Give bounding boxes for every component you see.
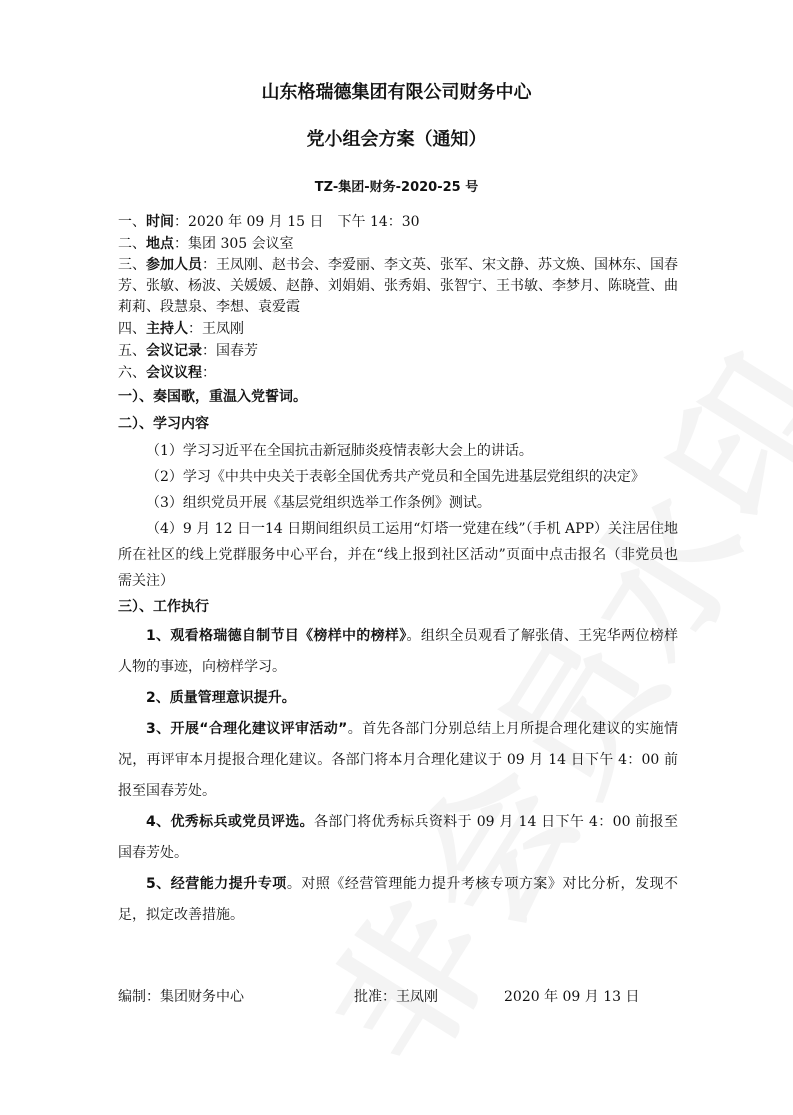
study-item-3: （3）组织党员开展《基层党组织选举工作条例》测试。 xyxy=(146,495,491,511)
task-item-2 xyxy=(118,683,678,714)
editor: 编制：集团财务中心 xyxy=(118,989,244,1005)
task-3-text: 。首先各部门分别总结上月所提合理化建议的实施情况，再评审本月提报合理化建议。各部门将本月合理化建议于 09 月 14 日下午 4：00 前报至国春芳处。 xyxy=(118,721,678,799)
signature-footer xyxy=(118,986,678,1008)
time-value: ：2020 年 09 月 15 日 下午 14：30 xyxy=(174,214,420,230)
host-prefix: 四、 xyxy=(118,321,146,337)
task-1-text: 。组织全员观看了解张倩、王宪华两位榜样人物的事迹，向榜样学习。 xyxy=(118,628,679,675)
section-tasks: 三）、工作执行 xyxy=(118,599,209,615)
time-prefix: 一、 xyxy=(118,214,146,230)
task-item-5 xyxy=(118,869,678,931)
host-label: 主持人 xyxy=(146,321,188,337)
task-2-heading: 2、质量管理意识提升。 xyxy=(146,690,296,706)
location-label: 地点 xyxy=(146,236,174,252)
host-line xyxy=(118,318,678,340)
time-label: 时间 xyxy=(146,214,174,230)
study-item-2: （2）学习《中共中央关于表彰全国优秀共产党员和全国先进基层党组织的决定》 xyxy=(146,469,645,485)
section-study: 二）、学习内容 xyxy=(118,416,209,432)
approver: 批准：王凤刚 xyxy=(354,989,438,1005)
task-item-1 xyxy=(118,621,678,683)
task-1-heading: 1、观看格瑞德自制节目《榜样中的榜样》 xyxy=(146,628,407,644)
agenda-line xyxy=(118,362,678,384)
recorder-prefix: 五、 xyxy=(118,343,146,359)
company-name: 山东格瑞德集团有限公司财务中心 xyxy=(261,82,532,103)
task-5-heading: 5、经营能力提升专项 xyxy=(146,876,287,892)
attendees-label: 参加人员 xyxy=(146,257,202,273)
location-value: ：集团 305 会议室 xyxy=(174,236,294,252)
attendees-line xyxy=(118,255,678,318)
recorder-label: 会议记录 xyxy=(146,343,202,359)
issue-date: 2020 年 09 月 13 日 xyxy=(504,989,640,1005)
attendees-prefix: 三、 xyxy=(118,257,146,273)
recorder-line xyxy=(118,340,678,362)
host-value: ：王凤刚 xyxy=(188,321,244,337)
recorder-value: ：国春芳 xyxy=(202,343,258,359)
meeting-info xyxy=(118,211,678,931)
document-number: TZ-集团-财务-2020-25 号 xyxy=(314,180,479,195)
task-4-heading: 4、优秀标兵或党员评选。 xyxy=(146,814,315,830)
document-title: 党小组会方案（通知） xyxy=(306,129,487,150)
location-prefix: 二、 xyxy=(118,236,146,252)
task-item-3 xyxy=(118,714,678,807)
study-item-1: （1）学习习近平在全国抗击新冠肺炎疫情表彰大会上的讲话。 xyxy=(146,443,533,459)
study-item-4: （4）9 月 12 日一14 日期间组织员工运用“灯塔一党建在线”（手机 APP）关注居住地所在社区的线上党群服务中心平台，并在“线上报到社区活动”页面中点击报名（非党员也需关注） xyxy=(118,521,678,589)
task-3-heading: 3、开展“合理化建议评审活动” xyxy=(146,721,348,737)
agenda-prefix: 六、 xyxy=(118,365,146,381)
task-5-text: 。对照《经营管理能力提升考核专项方案》对比分析，发现不足，拟定改善措施。 xyxy=(118,876,678,923)
location-line xyxy=(118,233,678,255)
agenda-label: 会议议程 xyxy=(146,365,202,381)
agenda-value: ： xyxy=(202,365,216,381)
task-4-text: 各部门将优秀标兵资料于 09 月 14 日下午 4：00 前报至国春芳处。 xyxy=(118,814,678,861)
section-anthem: 一）、奏国歌，重温入党誓词。 xyxy=(118,389,307,405)
time-line xyxy=(118,211,678,233)
attendees-value: ：王凤刚、赵书会、李爱丽、李文英、张军、宋文静、苏文焕、国林东、国春芳、张敏、杨波、关媛媛、赵静、刘娟娟、张秀娟、张智宁、王书敏、李梦月、陈晓萱、曲莉莉、段慧泉、李想、袁爱霞 xyxy=(118,257,678,315)
task-item-4 xyxy=(118,807,678,869)
